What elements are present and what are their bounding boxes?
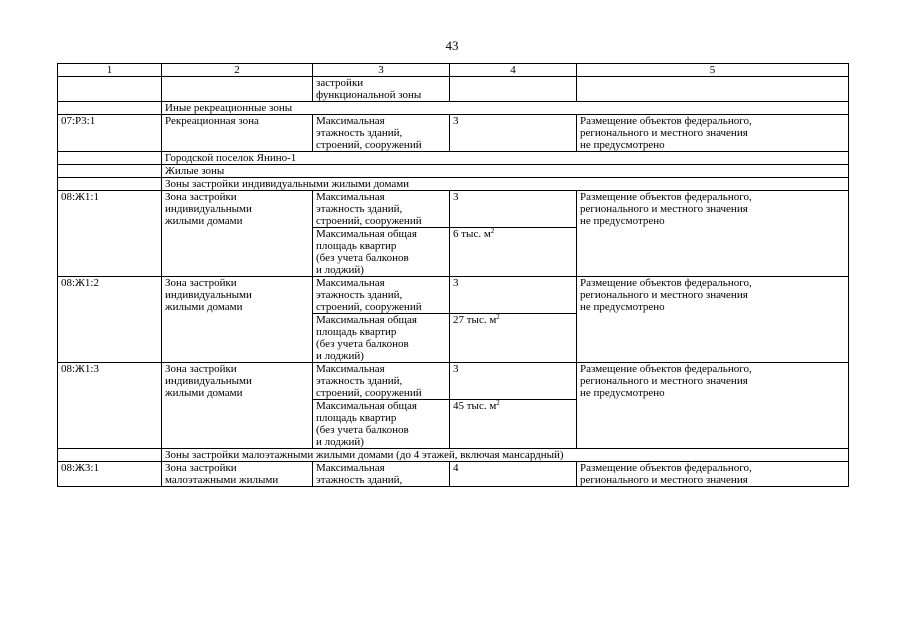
param-cell: Максимальная общая площадь квартир (без учета балконов и лоджий) xyxy=(313,314,450,363)
value-cell: 3 xyxy=(450,191,577,228)
note-cell: Размещение объектов федерального, регионального и местного значения не предусмотрено xyxy=(577,115,849,152)
param-cell: Максимальная этажность зданий, строений, сооружений xyxy=(313,277,450,314)
col-header-1: 1 xyxy=(58,64,162,77)
note-cell: Размещение объектов федерального, регионального и местного значения не предусмотрено xyxy=(577,277,849,363)
section-title: Жилые зоны xyxy=(162,165,849,178)
param-cell: застройки функциональной зоны xyxy=(313,77,450,102)
value-text: 27 тыс. м xyxy=(453,314,497,326)
zone-name: Зона застройки индивидуальными жилыми домами xyxy=(162,191,313,277)
section-row xyxy=(58,165,849,178)
param-cell: Максимальная этажность зданий, строений, сооружений xyxy=(313,115,450,152)
zone-name: Зона застройки индивидуальными жилыми домами xyxy=(162,363,313,449)
table-row xyxy=(58,115,849,152)
value-cell xyxy=(450,400,577,449)
unit-power: 2 xyxy=(490,227,495,235)
zone-code: 08:Ж1:2 xyxy=(58,277,162,363)
param-cell: Максимальная этажность зданий, строений, сооружений xyxy=(313,191,450,228)
note-cell: Размещение объектов федерального, регионального и местного значения xyxy=(577,462,849,487)
header-row xyxy=(58,64,849,77)
table-row xyxy=(58,77,849,102)
col-header-2: 2 xyxy=(162,64,313,77)
param-cell: Максимальная общая площадь квартир (без учета балконов и лоджий) xyxy=(313,228,450,277)
param-cell: Максимальная этажность зданий, xyxy=(313,462,450,487)
col-header-4: 4 xyxy=(450,64,577,77)
value-cell: 4 xyxy=(450,462,577,487)
section-row xyxy=(58,178,849,191)
table-row xyxy=(58,462,849,487)
section-title: Зоны застройки малоэтажными жилыми домами (до 4 этажей, включая мансардный) xyxy=(162,449,849,462)
zone-name: Зона застройки малоэтажными жилыми xyxy=(162,462,313,487)
section-row xyxy=(58,449,849,462)
section-title: Городской поселок Янино-1 xyxy=(162,152,849,165)
table-row xyxy=(58,277,849,314)
note-cell: Размещение объектов федерального, регионального и местного значения не предусмотрено xyxy=(577,191,849,277)
unit-power: 2 xyxy=(496,399,500,407)
value-cell: 3 xyxy=(450,277,577,314)
value-cell: 3 xyxy=(450,115,577,152)
zone-code: 08:Ж1:3 xyxy=(58,363,162,449)
zone-code: 07:Р3:1 xyxy=(58,115,162,152)
table-row xyxy=(58,363,849,400)
value-cell xyxy=(450,228,577,277)
col-header-5: 5 xyxy=(577,64,849,77)
zone-name: Зона застройки индивидуальными жилыми домами xyxy=(162,277,313,363)
zone-code: 08:Ж1:1 xyxy=(58,191,162,277)
unit-power: 2 xyxy=(496,313,500,321)
page-number: 43 xyxy=(445,38,459,53)
note-cell: Размещение объектов федерального, регионального и местного значения не предусмотрено xyxy=(577,363,849,449)
value-cell xyxy=(450,314,577,363)
value-cell: 3 xyxy=(450,363,577,400)
value-text: 45 тыс. м xyxy=(453,400,497,412)
section-row xyxy=(58,152,849,165)
table-row xyxy=(58,191,849,228)
section-title: Зоны застройки индивидуальными жилыми домами xyxy=(162,178,849,191)
zones-table xyxy=(57,63,849,487)
zone-name: Рекреационная зона xyxy=(162,115,313,152)
zone-code: 08:Ж3:1 xyxy=(58,462,162,487)
value-text: 6 тыс. м xyxy=(453,228,491,240)
col-header-3: 3 xyxy=(313,64,450,77)
param-cell: Максимальная общая площадь квартир (без учета балконов и лоджий) xyxy=(313,400,450,449)
section-title: Иные рекреационные зоны xyxy=(162,102,849,115)
param-cell: Максимальная этажность зданий, строений, сооружений xyxy=(313,363,450,400)
section-row xyxy=(58,102,849,115)
